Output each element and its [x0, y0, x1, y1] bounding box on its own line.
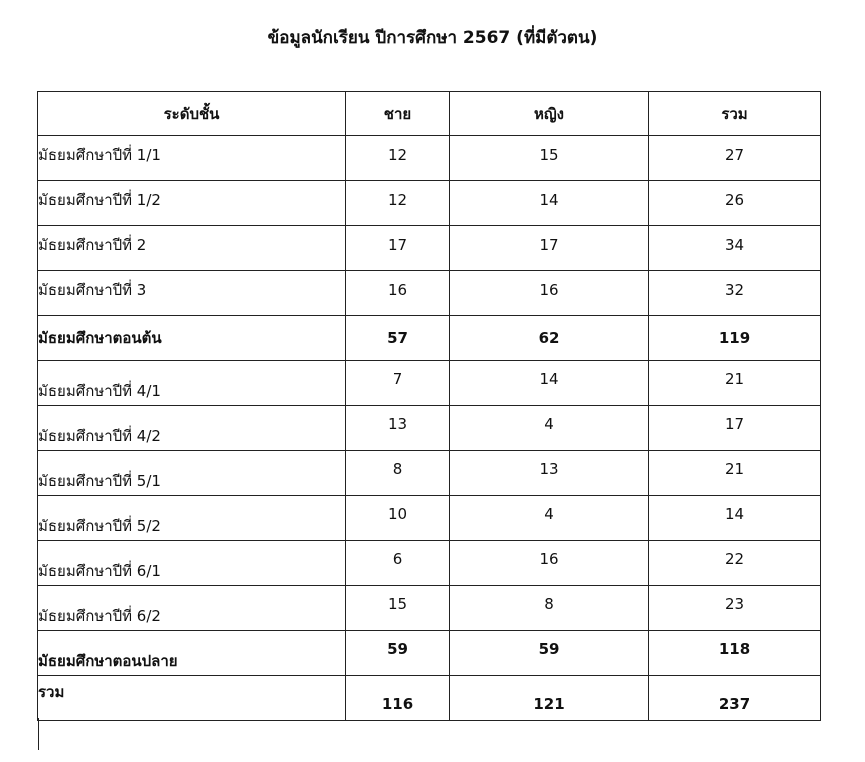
- student-count-table: [37, 91, 821, 721]
- table-subtotal-row[interactable]: [38, 631, 821, 676]
- cell-total[interactable]: 22: [649, 541, 821, 586]
- cell-total[interactable]: 118: [649, 631, 821, 676]
- cell-level[interactable]: มัธยมศึกษาปีที่ 2: [38, 226, 346, 271]
- cell-male[interactable]: 8: [346, 451, 450, 496]
- cell-male[interactable]: 12: [346, 181, 450, 226]
- cell-male[interactable]: 15: [346, 586, 450, 631]
- header-level: ระดับชั้น: [38, 92, 346, 136]
- cell-male[interactable]: 59: [346, 631, 450, 676]
- cell-male[interactable]: 116: [346, 676, 450, 721]
- cell-total[interactable]: 119: [649, 316, 821, 361]
- cell-level[interactable]: มัธยมศึกษาปีที่ 1/1: [38, 136, 346, 181]
- table-row[interactable]: [38, 496, 821, 541]
- cell-male[interactable]: 13: [346, 406, 450, 451]
- cell-total[interactable]: 23: [649, 586, 821, 631]
- cell-female[interactable]: 15: [450, 136, 649, 181]
- table-header-row: [38, 92, 821, 136]
- cell-level[interactable]: มัธยมศึกษาปีที่ 5/2: [38, 496, 346, 541]
- cell-level[interactable]: มัธยมศึกษาตอนต้น: [38, 316, 346, 361]
- text-cursor: [38, 718, 39, 750]
- table-row[interactable]: [38, 406, 821, 451]
- cell-female[interactable]: 62: [450, 316, 649, 361]
- cell-female[interactable]: 16: [450, 541, 649, 586]
- cell-total[interactable]: 21: [649, 451, 821, 496]
- header-male: ชาย: [346, 92, 450, 136]
- cell-total[interactable]: 32: [649, 271, 821, 316]
- cell-male[interactable]: 10: [346, 496, 450, 541]
- cell-male[interactable]: 6: [346, 541, 450, 586]
- cell-female[interactable]: 14: [450, 181, 649, 226]
- cell-female[interactable]: 17: [450, 226, 649, 271]
- cell-level[interactable]: มัธยมศึกษาปีที่ 1/2: [38, 181, 346, 226]
- cell-total[interactable]: 17: [649, 406, 821, 451]
- cell-male[interactable]: 7: [346, 361, 450, 406]
- cell-female[interactable]: 4: [450, 496, 649, 541]
- table-row[interactable]: [38, 271, 821, 316]
- cell-total[interactable]: 34: [649, 226, 821, 271]
- cell-female[interactable]: 4: [450, 406, 649, 451]
- cell-level[interactable]: มัธยมศึกษาตอนปลาย: [38, 631, 346, 676]
- cell-female[interactable]: 13: [450, 451, 649, 496]
- header-total: รวม: [649, 92, 821, 136]
- cell-male[interactable]: 16: [346, 271, 450, 316]
- cell-level[interactable]: มัธยมศึกษาปีที่ 6/2: [38, 586, 346, 631]
- cell-total[interactable]: 27: [649, 136, 821, 181]
- table-row[interactable]: [38, 541, 821, 586]
- cell-female[interactable]: 16: [450, 271, 649, 316]
- cell-level[interactable]: มัธยมศึกษาปีที่ 3: [38, 271, 346, 316]
- cell-level[interactable]: มัธยมศึกษาปีที่ 5/1: [38, 451, 346, 496]
- cell-female[interactable]: 14: [450, 361, 649, 406]
- cell-level[interactable]: มัธยมศึกษาปีที่ 4/2: [38, 406, 346, 451]
- document-title: ข้อมูลนักเรียน ปีการศึกษา 2567 (ที่มีตัวตน): [267, 28, 598, 48]
- table-total-row[interactable]: [38, 676, 821, 721]
- cell-female[interactable]: 121: [450, 676, 649, 721]
- cell-level[interactable]: มัธยมศึกษาปีที่ 4/1: [38, 361, 346, 406]
- table-row[interactable]: [38, 136, 821, 181]
- cell-total[interactable]: 14: [649, 496, 821, 541]
- cell-level[interactable]: รวม: [38, 676, 346, 721]
- cell-male[interactable]: 17: [346, 226, 450, 271]
- table-row[interactable]: [38, 586, 821, 631]
- cell-female[interactable]: 8: [450, 586, 649, 631]
- cell-total[interactable]: 26: [649, 181, 821, 226]
- cell-male[interactable]: 57: [346, 316, 450, 361]
- cell-total[interactable]: 237: [649, 676, 821, 721]
- cell-total[interactable]: 21: [649, 361, 821, 406]
- table-row[interactable]: [38, 226, 821, 271]
- header-female: หญิง: [450, 92, 649, 136]
- table-row[interactable]: [38, 181, 821, 226]
- cell-level[interactable]: มัธยมศึกษาปีที่ 6/1: [38, 541, 346, 586]
- table-row[interactable]: [38, 451, 821, 496]
- cell-male[interactable]: 12: [346, 136, 450, 181]
- cell-female[interactable]: 59: [450, 631, 649, 676]
- table-row[interactable]: [38, 361, 821, 406]
- table-subtotal-row[interactable]: [38, 316, 821, 361]
